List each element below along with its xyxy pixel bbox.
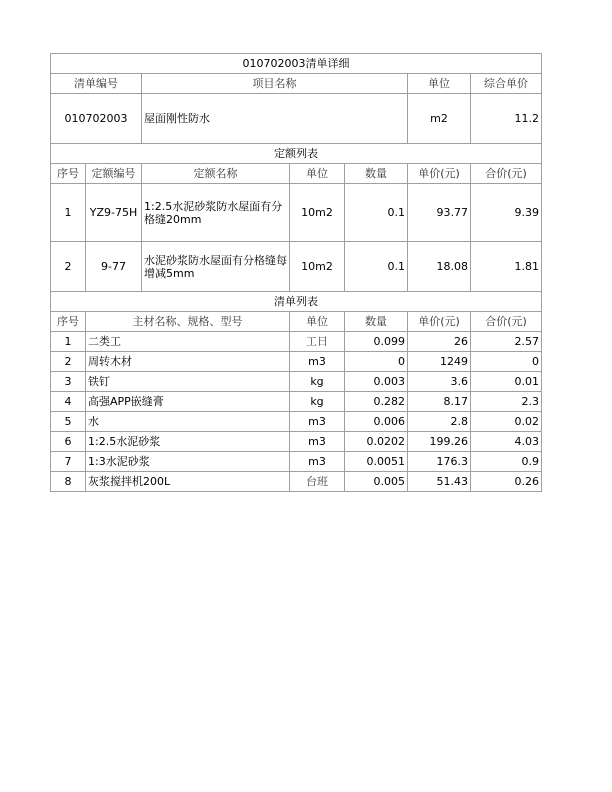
material-seq: 7	[51, 452, 86, 472]
quota-unit-price-header: 单价(元)	[408, 164, 471, 184]
material-unit-header: 单位	[290, 312, 345, 332]
material-unit: m3	[290, 432, 345, 452]
material-unit: 台班	[290, 472, 345, 492]
material-unit: kg	[290, 392, 345, 412]
material-row	[51, 352, 542, 372]
quota-seq: 1	[51, 184, 86, 242]
material-unit-price: 1249	[408, 352, 471, 372]
material-seq: 2	[51, 352, 86, 372]
table-title: 010702003清单详细	[51, 54, 542, 74]
quota-name: 1:2.5水泥砂浆防水屋面有分格缝20mm	[142, 184, 290, 242]
quota-section-title: 定额列表	[51, 144, 542, 164]
material-total: 0.01	[471, 372, 542, 392]
material-qty: 0.006	[345, 412, 408, 432]
material-row	[51, 432, 542, 452]
quota-unit-header: 单位	[290, 164, 345, 184]
material-name: 高强APP嵌缝膏	[86, 392, 290, 412]
quota-row	[51, 184, 542, 242]
quota-qty-header: 数量	[345, 164, 408, 184]
quota-unit-price: 18.08	[408, 242, 471, 292]
material-unit-price: 8.17	[408, 392, 471, 412]
material-total: 4.03	[471, 432, 542, 452]
material-total: 2.57	[471, 332, 542, 352]
bill-name-header: 项目名称	[142, 74, 408, 94]
quota-code: YZ9-75H	[86, 184, 142, 242]
material-total: 0	[471, 352, 542, 372]
quota-total: 9.39	[471, 184, 542, 242]
material-seq-header: 序号	[51, 312, 86, 332]
material-seq: 5	[51, 412, 86, 432]
material-seq: 1	[51, 332, 86, 352]
material-name-header: 主材名称、规格、型号	[86, 312, 290, 332]
bill-unit-header: 单位	[408, 74, 471, 94]
material-total: 0.26	[471, 472, 542, 492]
material-name: 1:2.5水泥砂浆	[86, 432, 290, 452]
quota-unit: 10m2	[290, 242, 345, 292]
material-unit-price: 2.8	[408, 412, 471, 432]
material-unit-price: 3.6	[408, 372, 471, 392]
material-name: 水	[86, 412, 290, 432]
quota-name: 水泥砂浆防水屋面有分格缝每增减5mm	[142, 242, 290, 292]
material-section-title: 清单列表	[51, 292, 542, 312]
material-unit-price-header: 单价(元)	[408, 312, 471, 332]
material-unit: 工日	[290, 332, 345, 352]
material-qty: 0.282	[345, 392, 408, 412]
material-total: 2.3	[471, 392, 542, 412]
material-unit: m3	[290, 352, 345, 372]
quota-qty: 0.1	[345, 184, 408, 242]
quota-total: 1.81	[471, 242, 542, 292]
quota-code: 9-77	[86, 242, 142, 292]
material-name: 周转木材	[86, 352, 290, 372]
quota-code-header: 定额编号	[86, 164, 142, 184]
bill-unit: m2	[408, 94, 471, 144]
material-total: 0.02	[471, 412, 542, 432]
material-unit-price: 176.3	[408, 452, 471, 472]
material-name: 二类工	[86, 332, 290, 352]
material-unit-price: 26	[408, 332, 471, 352]
quota-unit: 10m2	[290, 184, 345, 242]
material-name: 铁钉	[86, 372, 290, 392]
material-row	[51, 392, 542, 412]
material-row	[51, 372, 542, 392]
material-seq: 3	[51, 372, 86, 392]
material-unit: kg	[290, 372, 345, 392]
material-row	[51, 472, 542, 492]
material-seq: 4	[51, 392, 86, 412]
material-qty: 0.003	[345, 372, 408, 392]
material-seq: 8	[51, 472, 86, 492]
quota-seq-header: 序号	[51, 164, 86, 184]
quota-seq: 2	[51, 242, 86, 292]
material-unit-price: 199.26	[408, 432, 471, 452]
material-qty: 0.0202	[345, 432, 408, 452]
material-unit-price: 51.43	[408, 472, 471, 492]
bill-price: 11.2	[471, 94, 542, 144]
material-qty-header: 数量	[345, 312, 408, 332]
material-row	[51, 332, 542, 352]
material-total: 0.9	[471, 452, 542, 472]
quota-total-header: 合价(元)	[471, 164, 542, 184]
quota-qty: 0.1	[345, 242, 408, 292]
quota-row	[51, 242, 542, 292]
bill-name: 屋面刚性防水	[142, 94, 408, 144]
bill-code: 010702003	[51, 94, 142, 144]
material-qty: 0.005	[345, 472, 408, 492]
material-qty: 0.0051	[345, 452, 408, 472]
material-qty: 0	[345, 352, 408, 372]
material-seq: 6	[51, 432, 86, 452]
quota-unit-price: 93.77	[408, 184, 471, 242]
bill-price-header: 综合单价	[471, 74, 542, 94]
quota-name-header: 定额名称	[142, 164, 290, 184]
material-qty: 0.099	[345, 332, 408, 352]
bill-code-header: 清单编号	[51, 74, 142, 94]
material-total-header: 合价(元)	[471, 312, 542, 332]
material-row	[51, 452, 542, 472]
bill-detail-table	[50, 53, 542, 492]
material-unit: m3	[290, 452, 345, 472]
material-name: 灰浆搅拌机200L	[86, 472, 290, 492]
material-name: 1:3水泥砂浆	[86, 452, 290, 472]
material-row	[51, 412, 542, 432]
material-unit: m3	[290, 412, 345, 432]
